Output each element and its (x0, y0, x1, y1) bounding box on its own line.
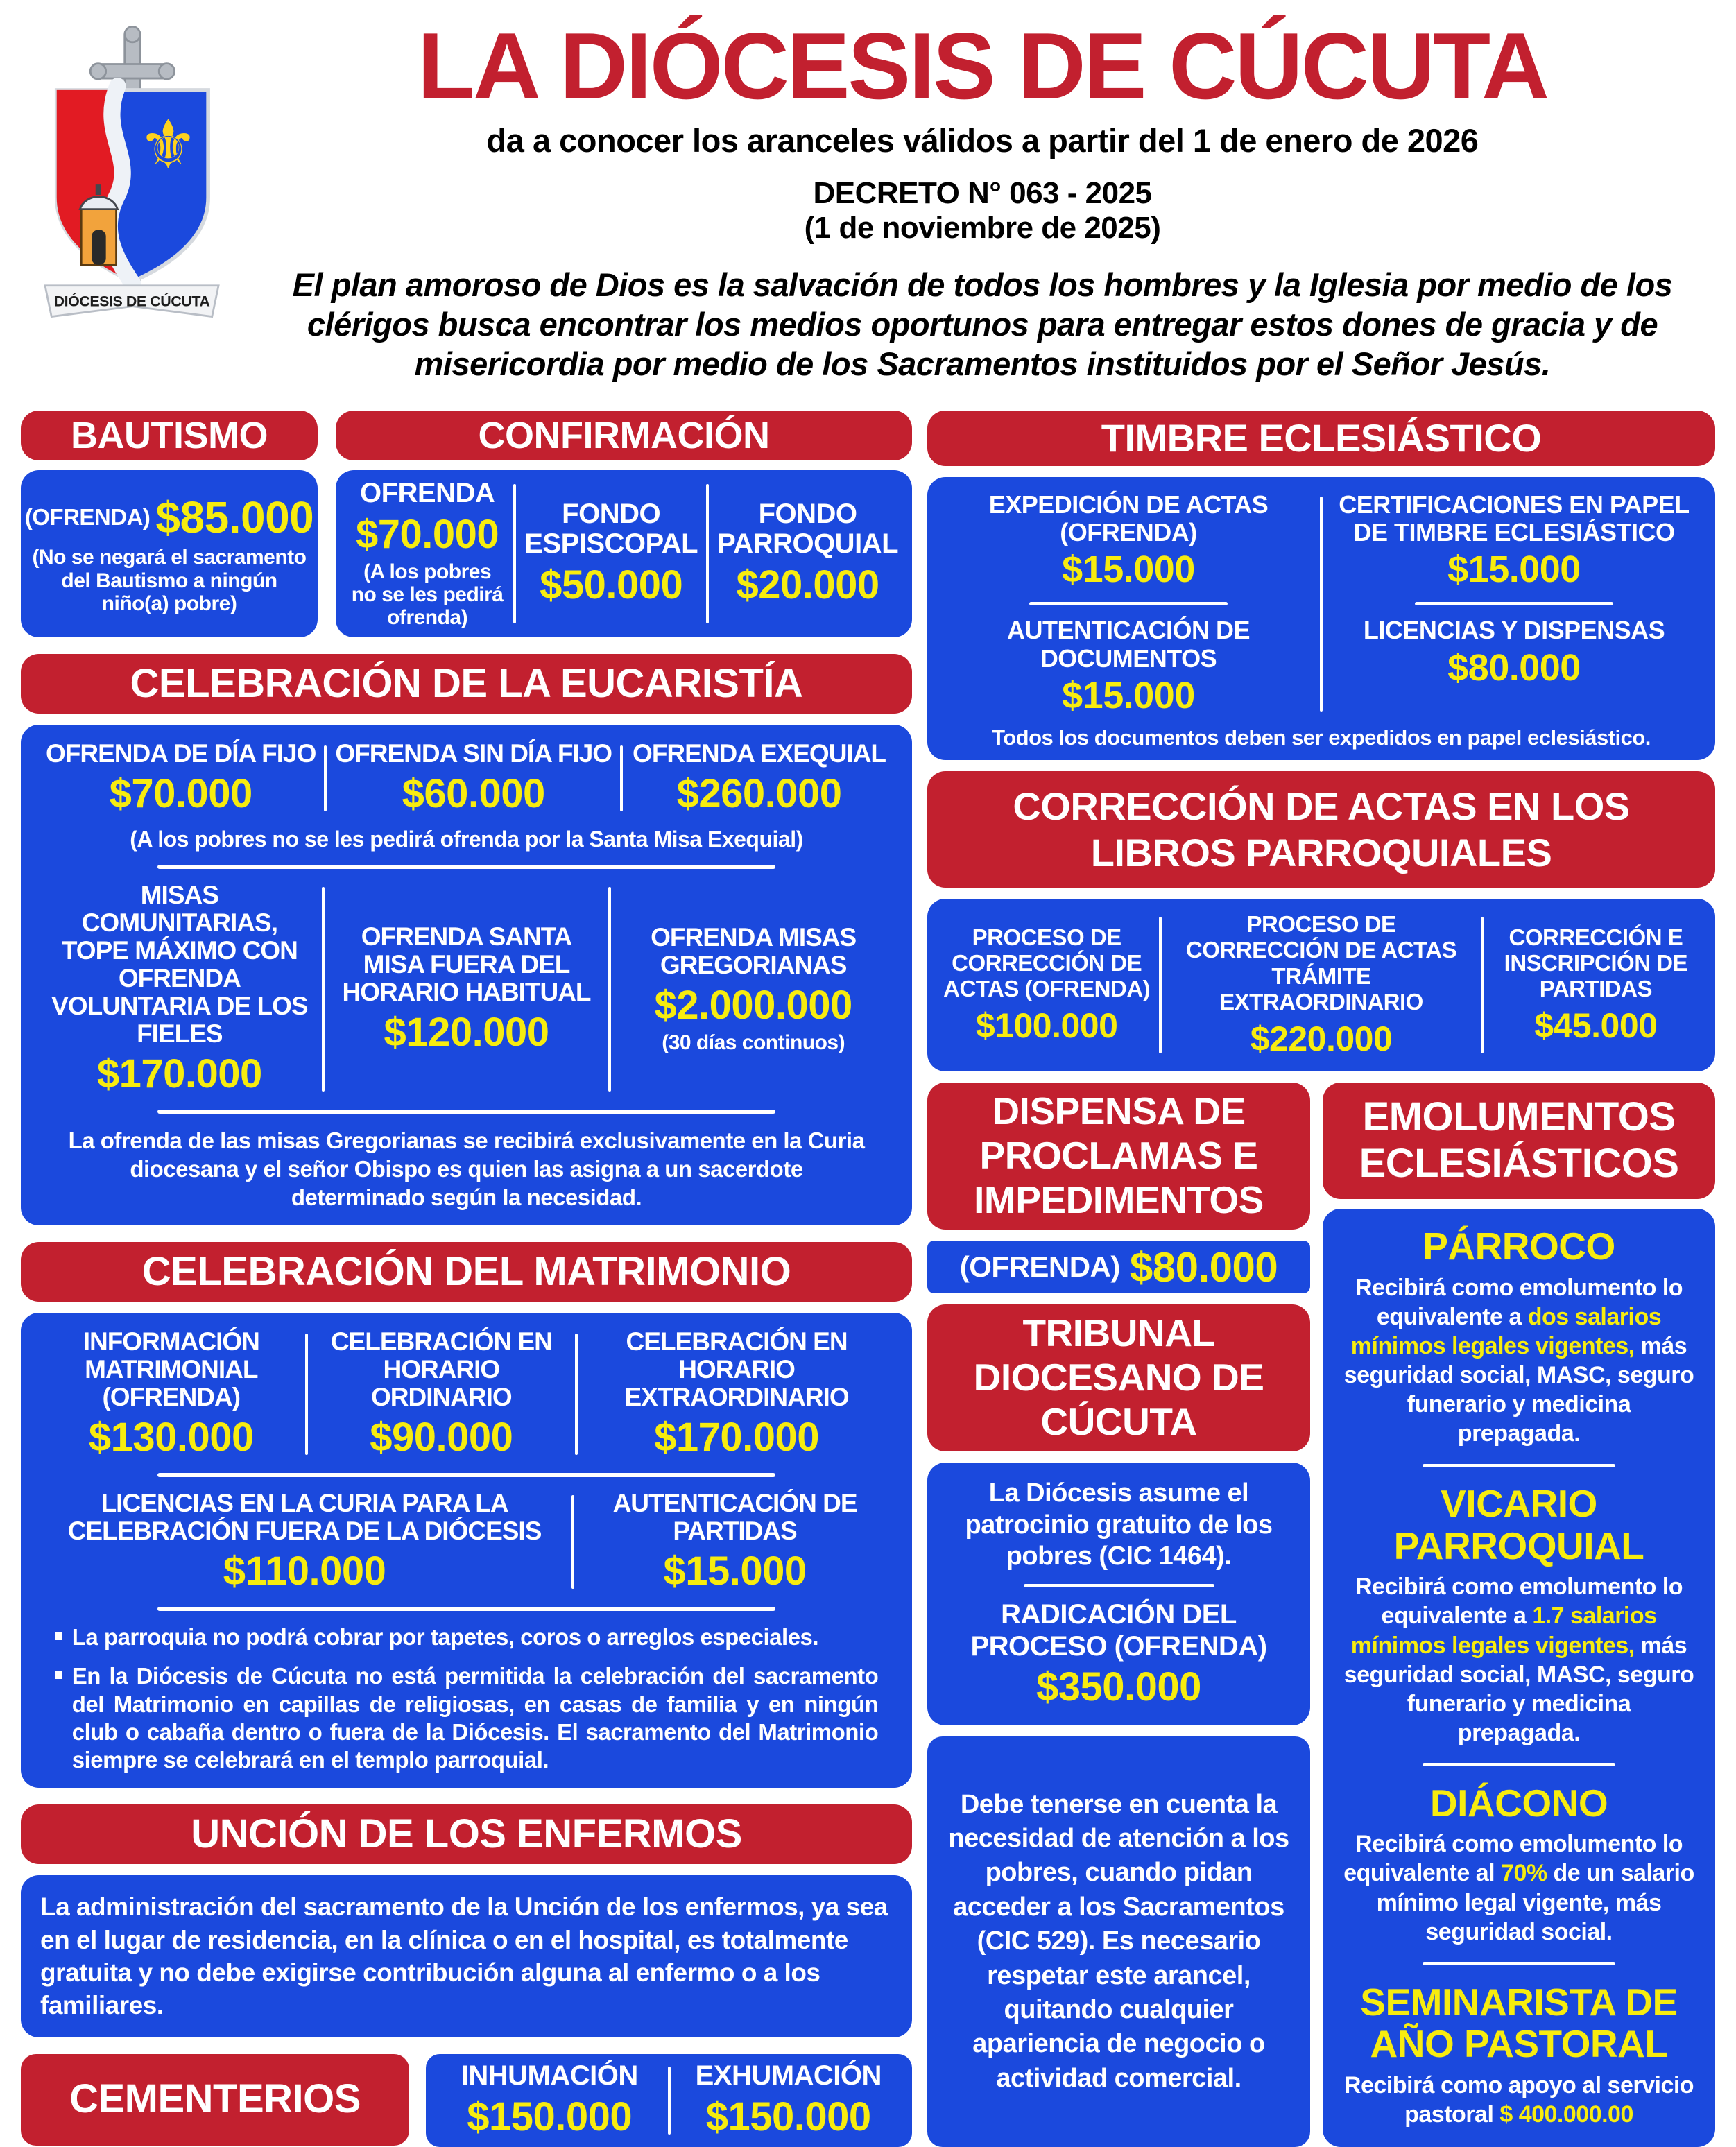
cementerios-item (671, 2061, 907, 2140)
right-column (927, 411, 1715, 2147)
bautismo-label: (OFRENDA) (24, 503, 151, 530)
item-label: FONDO ESPISCOPAL (524, 498, 698, 559)
tribunal-price: $350.000 (1036, 1664, 1201, 1709)
item-price: $2.000.000 (654, 982, 852, 1028)
divider (1029, 602, 1228, 605)
section-bautismo (21, 411, 318, 637)
eucaristia-row1 (37, 740, 895, 817)
item-label: OFRENDA SANTA MISA FUERA DEL HORARIO HABITUAL (342, 922, 591, 1006)
item-price: $70.000 (109, 770, 252, 816)
role-text: más seguridad social, MASC, seguro funerario y medicina prepagada. (1343, 1632, 1694, 1746)
section-uncion (21, 1804, 912, 2037)
section-confirmacion (336, 411, 912, 637)
role-parroco (1343, 1225, 1694, 1448)
section-timbre (927, 411, 1715, 760)
divider (157, 1607, 775, 1611)
eucaristia-item (327, 740, 620, 817)
eucaristia-item (325, 881, 609, 1097)
uncion-header: UNCIÓN DE LOS ENFERMOS (21, 1804, 912, 1864)
item-label: EXPEDICIÓN DE ACTAS (OFRENDA) (988, 490, 1269, 547)
item-label: AUTENTICACIÓN DE PARTIDAS (612, 1489, 857, 1546)
item-label: CELEBRACIÓN EN HORARIO EXTRAORDINARIO (624, 1327, 849, 1412)
item-price: $260.000 (676, 770, 842, 816)
timbre-grid (937, 491, 1705, 717)
divider (1423, 1962, 1615, 1965)
page-title: LA DIÓCESIS DE CÚCUTA (417, 13, 1548, 119)
item-price: $45.000 (1534, 1006, 1658, 1046)
role-seminarista (1343, 1981, 1694, 2129)
bottom-left-column (927, 1083, 1310, 2147)
role-highlight: 1.7 salarios mínimos legales vigentes, (1350, 1603, 1657, 1659)
item-price: $15.000 (1062, 549, 1195, 591)
dispensa-header: DISPENSA DE PROCLAMAS E IMPEDIMENTOS (927, 1083, 1310, 1230)
item-price: $50.000 (540, 562, 683, 607)
item-label: AUTENTICACIÓN DE DOCUMENTOS (1007, 616, 1250, 673)
section-matrimonio (21, 1242, 912, 1788)
item-label: CELEBRACIÓN EN HORARIO ORDINARIO (330, 1327, 552, 1412)
role-name: VICARIO PARROQUIAL (1393, 1482, 1644, 1567)
item-label: OFRENDA MISAS GREGORIANAS (651, 922, 857, 979)
correccion-item (1162, 911, 1480, 1059)
divider (157, 1110, 775, 1114)
pobres-note-panel: Debe tenerse en cuenta la necesidad de atención a los pobres, cuando pidan acceder a los Sacramentos (CIC 529). Es necesario respetar este arancel, quitando cualquier apariencia de negocio o actividad comercial. (927, 1736, 1310, 2147)
cementerios-panel (426, 2054, 912, 2147)
matrimonio-row1 (37, 1328, 895, 1460)
dispensa-label: (OFRENDA) (959, 1250, 1120, 1284)
item-note: (A los pobres no se les pedirá ofrenda) (351, 560, 504, 629)
eucaristia-note: (A los pobres no se les pedirá ofrenda por la Santa Misa Exequial) (130, 826, 803, 852)
role-text: más seguridad social, MASC, seguro funerario y medicina prepagada. (1343, 1332, 1694, 1447)
matrimonio-item (308, 1328, 576, 1460)
bautismo-note: (No se negará el sacramento del Bautismo a ningún niño(a) pobre) (32, 545, 307, 616)
item-label: CORRECCIÓN E INSCRIPCIÓN DE PARTIDAS (1504, 924, 1688, 1002)
uncion-panel: La administración del sacramento de la Unción de los enfermos, ya sea en el lugar de residencia, en la clínica o en el hospital, es totalmente gratuita y no debe exigirse contribución alguna al enfermo o a los familiares. (21, 1875, 912, 2037)
correccion-header: CORRECCIÓN DE ACTAS EN LOS LIBROS PARROQUIALES (927, 771, 1715, 888)
bullet-marker (55, 1632, 62, 1640)
matrimonio-item (574, 1490, 895, 1594)
logo-banner-text: DIÓCESIS DE CÚCUTA (53, 293, 210, 310)
item-price: $60.000 (402, 770, 545, 816)
item-price: $70.000 (356, 511, 499, 557)
matrimonio-panel (21, 1313, 912, 1788)
emolumentos-panel (1323, 1209, 1715, 2147)
decree-date: (1 de noviembre de 2025) (804, 210, 1161, 245)
bullet-marker (55, 1671, 62, 1679)
role-text: Recibirá como emolumento lo equivalente al (1343, 1831, 1683, 1887)
item-label: LICENCIAS Y DISPENSAS (1363, 616, 1665, 645)
tribunal-label: RADICACIÓN DEL PROCESO (OFRENDA) (970, 1598, 1267, 1662)
tribunal-panel (927, 1463, 1310, 1725)
bullet-item (55, 1662, 879, 1774)
role-vicario (1343, 1483, 1694, 1748)
role-text: de un salario mínimo legal vigente, más seguridad social. (1376, 1860, 1694, 1945)
item-price: $150.000 (705, 2094, 871, 2139)
timbre-footer: Todos los documentos deben ser expedidos en papel eclesiástico. (992, 725, 1651, 750)
diocese-coat-of-arms-icon (35, 24, 229, 329)
dispensa-price: $80.000 (1129, 1243, 1278, 1291)
item-label: INHUMACIÓN (461, 2060, 638, 2091)
confirmacion-header: CONFIRMACIÓN (336, 411, 912, 460)
timbre-col2 (1323, 491, 1705, 717)
header-text (229, 13, 1736, 384)
item-label: MISAS COMUNITARIAS, TOPE MÁXIMO CON OFRENDA VOLUNTARIA DE LOS FIELES (51, 880, 308, 1048)
dispensa-panel (927, 1241, 1310, 1293)
matrimonio-item (37, 1490, 571, 1594)
role-name: SEMINARISTA DE AÑO PASTORAL (1360, 1980, 1678, 2066)
correccion-panel (927, 899, 1715, 1071)
item-label: CERTIFICACIONES EN PAPEL DE TIMBRE ECLESIÁSTICO (1339, 490, 1690, 547)
item-label: INFORMACIÓN MATRIMONIAL (OFRENDA) (83, 1327, 259, 1412)
section-correccion (927, 771, 1715, 1071)
eucaristia-header: CELEBRACIÓN DE LA EUCARISTÍA (21, 654, 912, 714)
matrimonio-header: CELEBRACIÓN DEL MATRIMONIO (21, 1242, 912, 1302)
role-text: Recibirá como emolumento lo equivalente a (1355, 1573, 1683, 1630)
role-text: Recibirá como emolumento lo equivalente a (1355, 1274, 1683, 1330)
item-label: PROCESO DE CORRECCIÓN DE ACTAS TRÁMITE EXTRAORDINARIO (1185, 911, 1457, 1015)
header (0, 0, 1736, 384)
item-price: $100.000 (975, 1006, 1118, 1046)
bottom-area (927, 1083, 1715, 2147)
bautismo-panel (21, 470, 318, 637)
item-price: $20.000 (736, 562, 879, 607)
section-cementerios (21, 2054, 912, 2147)
item-label: OFRENDA SIN DÍA FIJO (335, 739, 612, 768)
item-label: EXHUMACIÓN (695, 2060, 882, 2091)
item-price: $110.000 (223, 1549, 386, 1594)
intro-paragraph: El plan amoroso de Dios es la salvación de todos los hombres y la Iglesia por medio de los clérigos busca encontrar los medios oportunos para entregar estos dones de gracia y de misericordia por medio de los Sacramentos instituidos por el Señor Jesús. (292, 266, 1673, 383)
cementerios-header: CEMENTERIOS (21, 2054, 409, 2146)
role-diacono (1343, 1782, 1694, 1947)
content (0, 411, 1736, 2147)
timbre-col1 (937, 491, 1320, 717)
emolumentos-header: EMOLUMENTOS ECLESIÁSTICOS (1323, 1083, 1715, 1199)
eucaristia-item (611, 881, 895, 1097)
item-label: OFRENDA (359, 477, 495, 508)
matrimonio-bullets (55, 1623, 879, 1774)
eucaristia-row2 (37, 881, 895, 1097)
page-subtitle: da a conocer los aranceles válidos a partir del 1 de enero de 2026 (486, 121, 1479, 159)
svg-text:⚜: ⚜ (137, 105, 198, 184)
item-label: PROCESO DE CORRECCIÓN DE ACTAS (OFRENDA) (943, 924, 1151, 1002)
left-column (21, 411, 912, 2147)
confirmacion-panel (336, 470, 912, 637)
item-label: LICENCIAS EN LA CURIA PARA LA CELEBRACIÓN FUERA DE LA DIÓCESIS (67, 1489, 542, 1546)
divider (157, 865, 775, 869)
correccion-item (1484, 911, 1708, 1059)
eucaristia-item (623, 740, 895, 817)
item-price: $220.000 (1250, 1019, 1393, 1059)
divider (157, 1473, 775, 1477)
matrimonio-row2 (37, 1490, 895, 1594)
item-price: $130.000 (88, 1415, 254, 1460)
confirmacion-item (516, 478, 706, 629)
matrimonio-item (37, 1328, 305, 1460)
item-price: $170.000 (96, 1051, 262, 1096)
item-price: $120.000 (384, 1009, 549, 1055)
bautismo-confirmacion-row (21, 411, 912, 637)
eucaristia-item (37, 740, 324, 817)
correccion-item (934, 911, 1159, 1059)
item-note: (30 días continuos) (662, 1031, 845, 1054)
matrimonio-item (578, 1328, 895, 1460)
tribunal-header: TRIBUNAL DIOCESANO DE CÚCUTA (927, 1304, 1310, 1451)
bullet-item (55, 1623, 879, 1651)
item-price: $90.000 (370, 1415, 513, 1460)
item-label: FONDO PARROQUIAL (717, 498, 898, 559)
divider (1423, 1763, 1615, 1766)
section-eucaristia (21, 654, 912, 1225)
timbre-header: TIMBRE ECLESIÁSTICO (927, 411, 1715, 466)
item-price: $170.000 (654, 1415, 820, 1460)
bullet-text: La parroquia no podrá cobrar por tapetes, coros o arreglos especiales. (71, 1624, 819, 1650)
role-highlight: $ 400.000.00 (1499, 2101, 1633, 2128)
item-price: $15.000 (1062, 674, 1195, 716)
item-price: $80.000 (1447, 646, 1581, 689)
bautismo-header: BAUTISMO (21, 411, 318, 460)
divider (1415, 602, 1613, 605)
tribunal-text: La Diócesis asume el patrocinio gratuito de los pobres (CIC 1464). (965, 1478, 1273, 1571)
role-highlight: 70% (1501, 1860, 1547, 1887)
decree-number: DECRETO N° 063 - 2025 (813, 175, 1152, 210)
role-text: Recibirá como apoyo al servicio pastoral (1343, 2071, 1694, 2128)
role-highlight: dos salarios mínimos legales vigentes, (1350, 1303, 1662, 1359)
item-label: OFRENDA EXEQUIAL (633, 739, 886, 768)
confirmacion-item (709, 478, 906, 629)
item-label: OFRENDA DE DÍA FIJO (46, 739, 316, 768)
bottom-right-column (1323, 1083, 1715, 2147)
role-name: PÁRROCO (1423, 1225, 1615, 1268)
item-price: $15.000 (1447, 549, 1581, 591)
item-price: $150.000 (467, 2094, 633, 2139)
cementerios-item (431, 2061, 668, 2140)
eucaristia-item (37, 881, 322, 1097)
timbre-panel (927, 477, 1715, 760)
bautismo-price: $85.000 (155, 492, 314, 542)
eucaristia-footer: La ofrenda de las misas Gregorianas se recibirá exclusivamente en la Curia diocesana y el señor Obispo es quien las asigna a un sacerdote determinado según la necesidad. (68, 1127, 865, 1211)
divider (1024, 1584, 1214, 1587)
item-price: $15.000 (663, 1549, 807, 1594)
role-name: DIÁCONO (1429, 1781, 1608, 1825)
divider (1423, 1464, 1615, 1467)
bullet-text: En la Diócesis de Cúcuta no está permitida la celebración del sacramento del Matrimonio en capillas de religiosas, en casas de familia y en ningún club o cabaña dentro o fuera de la Diócesis. El sacramento del Matrimonio siempre se celebrará en el templo parroquial. (71, 1663, 879, 1773)
eucaristia-panel (21, 725, 912, 1225)
confirmacion-item (341, 478, 513, 629)
